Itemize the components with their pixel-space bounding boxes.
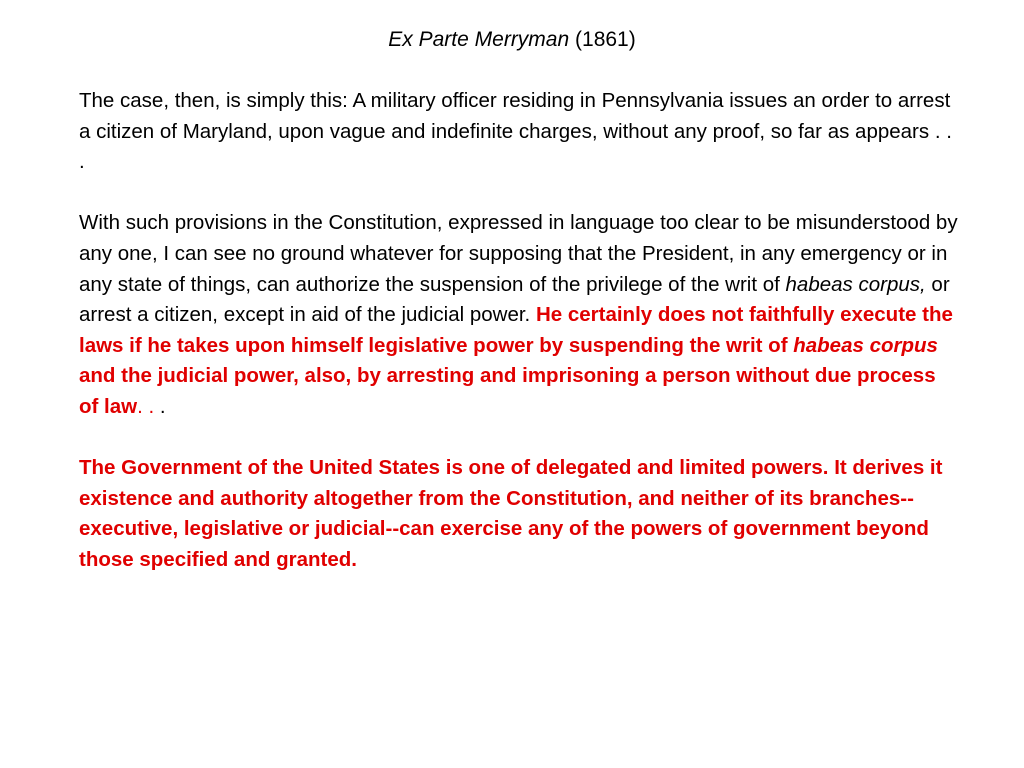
paragraph-delegated-powers: The Government of the United States is one of delegated and limited powers. It derives it existence and authority altogether from the Constitution, and neither of its branches--executive, legislative or judicial--can exercise any of the powers of government beyond those specified and granted. <box>79 456 943 571</box>
highlighted-text-1: He certainly does not faithfully execute the laws if he takes upon himself legislative power by suspending the writ of <box>79 303 953 357</box>
highlighted-text-2: and the judicial power, also, by arresting and imprisoning a person without due process of law <box>79 364 936 418</box>
paragraph2-text-1: With such provisions in the Constitution, expressed in language too clear to be misunderstood by any one, I can see no ground whatever for supposing that the President, in any emergency or in any state of things, can authorize the suspension of the privilege of the writ of <box>79 211 958 296</box>
paragraph2-text-2: or arrest a citizen, except in aid of the judicial power. <box>79 272 950 327</box>
case-year: (1861) <box>575 28 636 51</box>
highlighted-habeas-corpus: habeas corpus <box>793 333 938 357</box>
highlighted-ellipsis: . . <box>137 394 160 418</box>
paragraph2-end-dot: . <box>159 394 166 418</box>
paragraph-constitution-provisions <box>79 208 959 422</box>
quote-body <box>79 86 959 606</box>
paragraph-arrest-order: The case, then, is simply this: A military officer residing in Pennsylvania issues an order to arrest a citizen of Maryland, upon vague and indefinite charges, without any proof, so far as appears . . . <box>79 89 952 174</box>
case-name: Ex Parte Merryman <box>388 28 570 51</box>
habeas-corpus-term: habeas corpus, <box>785 272 926 296</box>
page-title <box>0 26 1024 54</box>
